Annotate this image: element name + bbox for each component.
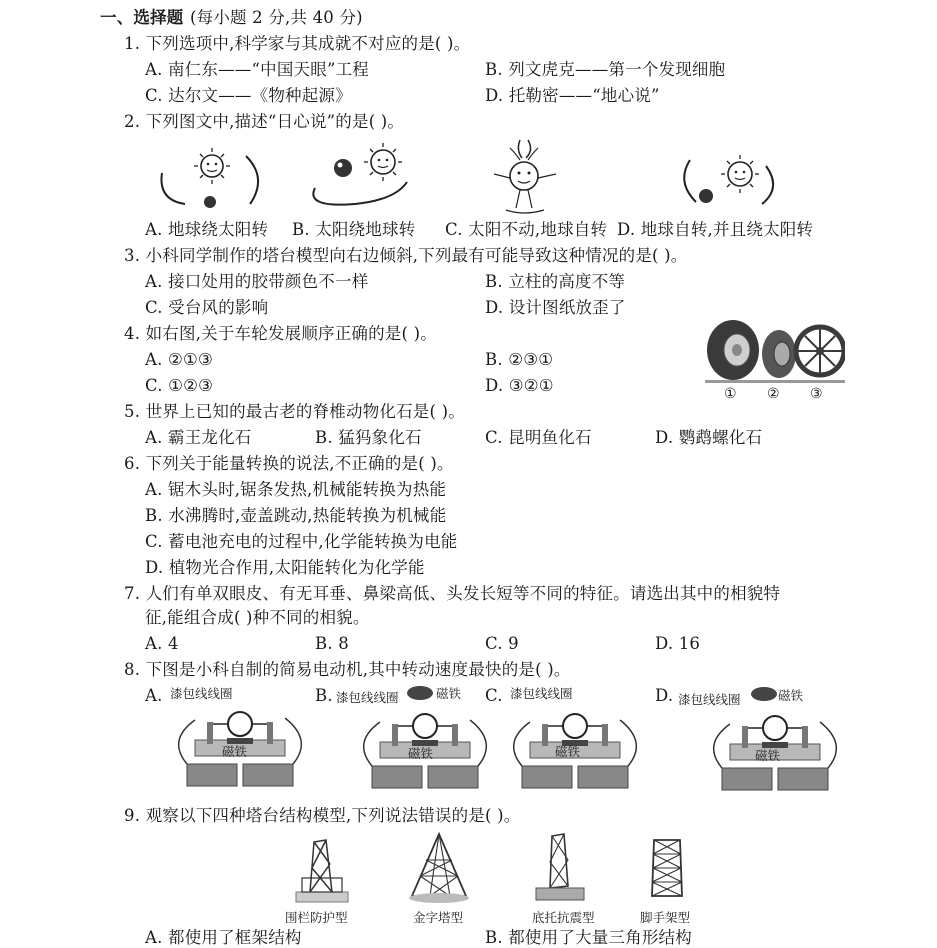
q8-option-d[interactable]: D. <box>655 686 674 705</box>
q8-option-b[interactable]: B. <box>315 686 333 705</box>
q9-tower-scaffold <box>642 834 692 904</box>
q8-stem: 8. 下图是小科自制的简易电动机,其中转动速度最快的是( )。 <box>124 660 571 679</box>
q8-d-coil-label: 漆包线线圈 <box>678 692 741 707</box>
section-note: (每小题 2 分,共 40 分) <box>190 8 363 27</box>
q4-option-b[interactable]: B. ②③① <box>485 350 554 369</box>
q6-option-b[interactable]: B. 水沸腾时,壶盖跳动,热能转换为机械能 <box>145 506 447 525</box>
q2-option-c[interactable]: C. 太阳不动,地球自转 <box>445 220 608 239</box>
q2-figure-b <box>295 138 425 218</box>
q2-option-b[interactable]: B. 太阳绕地球转 <box>292 220 416 239</box>
q4-wheels-figure <box>705 320 845 384</box>
q4-label-2: ② <box>767 386 780 402</box>
q5-option-b[interactable]: B. 猛犸象化石 <box>315 428 422 447</box>
q7-option-a[interactable]: A. 4 <box>145 634 179 653</box>
q6-stem: 6. 下列关于能量转换的说法,不正确的是( )。 <box>124 454 454 473</box>
q9-stem: 9. 观察以下四种塔台结构模型,下列说法错误的是( )。 <box>124 806 521 825</box>
q7-option-d[interactable]: D. 16 <box>655 634 701 653</box>
q9-caption-3: 底托抗震型 <box>532 910 595 925</box>
q5-option-a[interactable]: A. 霸王龙化石 <box>145 428 252 447</box>
q8-a-magnet-label: 磁铁 <box>222 744 248 759</box>
q3-option-d[interactable]: D. 设计图纸放歪了 <box>485 298 626 317</box>
q3-option-a[interactable]: A. 接口处用的胶带颜色不一样 <box>145 272 369 291</box>
q9-caption-4: 脚手架型 <box>640 910 691 925</box>
q4-label-1: ① <box>724 386 737 402</box>
q3-stem: 3. 小科同学制作的塔台模型向右边倾斜,下列最有可能导致这种情况的是( )。 <box>124 246 688 265</box>
q2-option-a[interactable]: A. 地球绕太阳转 <box>145 220 269 239</box>
q1-option-d[interactable]: D. 托勒密——“地心说” <box>485 86 660 105</box>
q6-option-d[interactable]: D. 植物光合作用,太阳能转化为化学能 <box>145 558 425 577</box>
q1-stem: 1. 下列选项中,科学家与其成就不对应的是( )。 <box>124 34 471 53</box>
q9-caption-1: 围栏防护型 <box>285 910 348 925</box>
q8-d-magnet-label: 磁铁 <box>755 748 781 763</box>
q6-option-c[interactable]: C. 蓄电池充电的过程中,化学能转换为电能 <box>145 532 458 551</box>
q3-option-b[interactable]: B. 立柱的高度不等 <box>485 272 626 291</box>
q9-tower-fence <box>292 834 352 906</box>
q8-option-a[interactable]: A. <box>145 686 163 705</box>
q4-stem: 4. 如右图,关于车轮发展顺序正确的是( )。 <box>124 324 437 343</box>
q8-b-magnet-top-label: 磁铁 <box>436 686 462 701</box>
q5-option-d[interactable]: D. 鹦鹉螺化石 <box>655 428 763 447</box>
q8-c-coil-label: 漆包线线圈 <box>510 686 573 701</box>
q2-figure-d <box>670 138 790 218</box>
q4-option-d[interactable]: D. ③②① <box>485 376 554 395</box>
q2-figure-a <box>150 138 270 218</box>
q8-option-c[interactable]: C. <box>485 686 503 705</box>
q7-stem-line1: 7. 人们有单双眼皮、有无耳垂、鼻梁高低、头发长短等不同的特征。请选出其中的相貌特 <box>124 584 781 603</box>
q8-d-magnet-icon <box>750 686 778 702</box>
q2-option-d[interactable]: D. 地球自转,并且绕太阳转 <box>617 220 814 239</box>
q4-label-3: ③ <box>810 386 823 402</box>
q4-option-a[interactable]: A. ②①③ <box>145 350 213 369</box>
q5-option-c[interactable]: C. 昆明鱼化石 <box>485 428 592 447</box>
q8-d-magnet-top-label: 磁铁 <box>778 688 804 703</box>
q2-stem: 2. 下列图文中,描述“日心说”的是( )。 <box>124 112 405 131</box>
q8-c-magnet-label: 磁铁 <box>555 744 581 759</box>
q8-a-coil-label: 漆包线线圈 <box>170 686 233 701</box>
q9-option-b[interactable]: B. 都使用了大量三角形结构 <box>485 928 692 947</box>
q8-b-magnet-icon <box>406 685 434 701</box>
q9-option-a[interactable]: A. 都使用了框架结构 <box>145 928 302 947</box>
q5-stem: 5. 世界上已知的最古老的脊椎动物化石是( )。 <box>124 402 465 421</box>
q8-b-magnet-label: 磁铁 <box>408 746 434 761</box>
q1-option-a[interactable]: A. 南仁东——“中国天眼”工程 <box>145 60 369 79</box>
q8-b-coil-label: 漆包线线圈 <box>336 690 399 705</box>
q3-option-c[interactable]: C. 受台风的影响 <box>145 298 269 317</box>
q7-stem-line2: 征,能组合成( )种不同的相貌。 <box>145 608 370 627</box>
q2-figure-c <box>480 134 570 218</box>
section-title: 一、选择题 <box>100 8 184 27</box>
q1-option-c[interactable]: C. 达尔文——《物种起源》 <box>145 86 352 105</box>
q1-option-b[interactable]: B. 列文虎克——第一个发现细胞 <box>485 60 726 79</box>
q7-option-c[interactable]: C. 9 <box>485 634 519 653</box>
q9-caption-2: 金字塔型 <box>413 910 464 925</box>
q6-option-a[interactable]: A. 锯木头时,锯条发热,机械能转换为热能 <box>145 480 447 499</box>
q4-option-c[interactable]: C. ①②③ <box>145 376 214 395</box>
q9-tower-base <box>530 830 590 906</box>
q9-tower-pyramid <box>404 830 474 906</box>
q7-option-b[interactable]: B. 8 <box>315 634 349 653</box>
